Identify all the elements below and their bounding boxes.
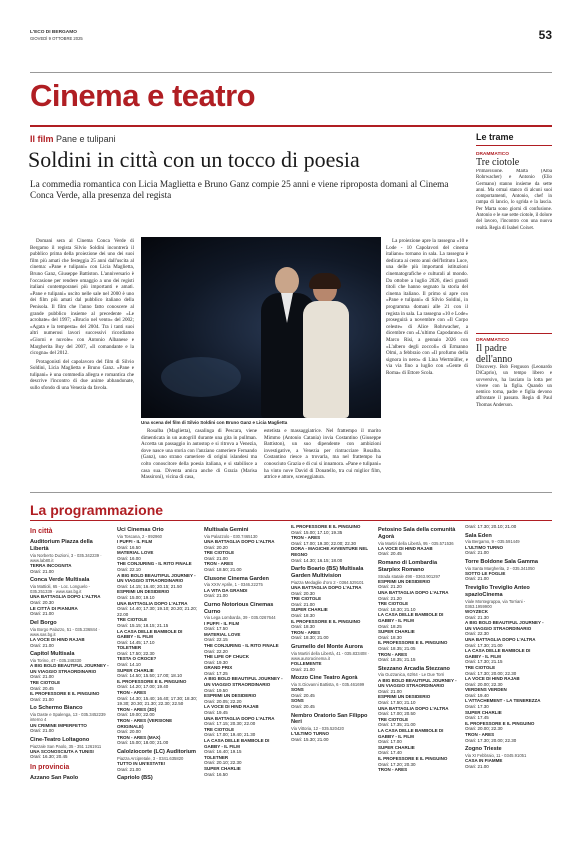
venue-address: Via XI Febbraio, 11 - 0345.91051	[465, 753, 527, 759]
section-title: Cinema e teatro	[30, 78, 256, 113]
article-column-2	[141, 428, 257, 480]
film-title: UNA BATTAGLIA DOPO L'ALTRA	[204, 539, 275, 544]
film-title: A BIG BOLD BEAUTIFUL JOURNEY - UN VIAGGIO STRAORDINARIO	[204, 676, 283, 688]
film-title: ESPRIMI UN DESIDERIO	[204, 693, 257, 699]
venue-address: Via Daste e Spalenga, 13 - 035.3452239 interno 4	[30, 712, 106, 723]
sidebar-item	[476, 338, 552, 409]
showtimes: Orari: 21.00	[378, 688, 402, 694]
showtimes: Orari: 17.00; 19.40; 21.30	[204, 732, 256, 738]
article-text: Rosalba (Maglietta), casalinga di Pescara, viene dimenticata in un autogrill durante una gita in pullman. Accetta un passaggio in autostop e si ritrova a Venezia, dove nasce una storia con l'anziano cameriere Fernando (Ganz), uno strano cameriere di origini islandesi ma colto conoscitore della poesia italiana, e si stabilisce a casa sua. Diventa amica anche di Grazia (Marisa Massironi), vicina di casa,	[141, 428, 257, 480]
film-title: TRE CIOTOLE	[117, 617, 148, 623]
showtimes: Orari: 21.00	[465, 550, 489, 556]
venue-name: Petosino Sala della comunità Agorà	[378, 527, 456, 540]
film-title: UNA BATTAGLIA DOPO L'ALTRA	[204, 715, 275, 721]
film-title: SUPER CHARLIE	[378, 629, 415, 635]
article-text: Domani sera al Cinema Conca Verde di Bergamo il regista Silvio Soldini incontrerà il pubblico prima della proiezione dei uno dei suoi film più amati che festeggia 25 anni dall'uscita al cinema: «Pane e tulipani» con Licia Maglietta, Bruno Ganz, Giuseppe Battiston. L'anniversario è l'occasione per rendere omaggio a uno dei registi italiani contemporanei più importanti e amati. «Pane e tulipani» uscito nelle sale nel 2000 è uno dei film più amati dal pubblico italiano della Penisola. Il film che l'anno fatto conoscere al grande pubblico insieme al precedente «Le acrobate» del 1997; «Brucio nel vento» del 2002; «Agata e la tempesta» del 2004. Tra i tanti suoi altri numerosi lavori successivi ricordiamo «Giorni e nuvole» con Antonio Albanese e Margherita Buy del 2007, «Il comandante e la cicogna» del 2012.	[30, 238, 134, 357]
film-title: ESPRIMI UN DESIDERIO	[378, 694, 431, 700]
city-heading: In città	[30, 528, 53, 535]
film-title: UN CRIMINE IMPERFETTO	[30, 722, 87, 728]
kicker-label: Il film	[30, 134, 54, 144]
film-title: TRE CIOTOLE	[291, 596, 322, 602]
film-title: SOTTO LE FOGLIE	[465, 570, 506, 576]
film-title: ESPRIMI UN DESIDERIO	[378, 578, 431, 584]
showtimes: Orari: 18.25	[378, 623, 402, 629]
showtimes: Orari: 17.30; 21.00	[465, 642, 503, 648]
film-title: SUPER CHARLIE	[291, 607, 328, 613]
film-title: UNA BATTAGLIA DOPO L'ALTRA	[378, 589, 449, 595]
film-title: I PUFFI - IL FILM	[117, 539, 153, 544]
showtimes: Orari: 17.20; 20.30	[378, 761, 416, 767]
film-title: SUPER CHARLIE	[117, 667, 154, 673]
venue-name: Stezzano Arcadia Stezzano	[378, 665, 450, 672]
showtimes: Orari: 18.30; 21.00	[291, 635, 329, 641]
programmazione-column	[117, 524, 198, 782]
film-title: MATERIAL LOVE	[117, 550, 154, 556]
film-title: TRE CIOTOLE	[465, 664, 496, 670]
venue-name: Zogno Trieste	[465, 746, 502, 753]
film-title: LA CASA DELLE BAMBOLE DI GABBY - IL FILM	[465, 648, 531, 659]
showtimes: Orari: 20.30	[291, 590, 315, 596]
film-title: A BIG BOLD BEAUTIFUL JOURNEY - UN VIAGGIO STRAORDINARIO	[465, 620, 544, 631]
film-title: UNA BATTAGLIA DOPO L'ALTRA	[291, 584, 362, 590]
sidebar-trame	[476, 132, 552, 480]
programmazione-grid	[30, 524, 552, 840]
showtimes: Orari: 20.00; 22.30	[465, 726, 503, 732]
showtimes: Orari: 20.20	[204, 544, 228, 550]
showtimes: Orari: 21.00	[204, 555, 228, 561]
film-title: TRON - ARES (MAX)	[117, 734, 161, 740]
subhead: La commedia romantica con Licia Maglietta e Bruno Ganz compie 25 anni e viene riproposta domani al Cinema Conca Verde, alla presenza del regista	[30, 180, 449, 202]
showtimes: Orari: 20.00	[117, 729, 141, 735]
sidebar-film-title: Tre ciotole	[476, 157, 520, 168]
showtimes: Orari: 14.15; 16.40; 20.15; 21.50	[117, 583, 183, 589]
film-title: LA VOCE DI HIND RAJAB	[30, 636, 85, 642]
film-title: UNA BATTAGLIA DOPO L'ALTRA	[117, 600, 188, 606]
showtimes: Orari: 16.50	[117, 544, 141, 550]
film-title: TOLETNER	[117, 645, 142, 651]
showtimes: Orari: 17.30	[465, 704, 489, 710]
page-number: 53	[538, 28, 552, 42]
film-title: TRON - ARES	[378, 767, 408, 773]
showtimes: Orari: 21.00	[30, 642, 54, 648]
venue-address: Via Norberto Duzioni, 3 - 035.342239 · www.lab80.it	[30, 552, 102, 563]
film-title: LA CASA DELLE BAMBOLE DI GABBY - IL FILM	[378, 612, 444, 623]
showtimes: Orari: 20.05; 22.20	[204, 698, 242, 704]
showtimes: Orari: 16.00	[117, 555, 141, 561]
venue-name: Azzano San Paolo	[30, 774, 79, 781]
programmazione-column	[291, 524, 372, 743]
venue-name: Curno Notorious Cinemas Curno	[204, 601, 274, 615]
film-title: IL PROFESSORE E IL PINGUINO	[30, 691, 100, 697]
venue-address: Via Martiri della Libertà, 41 - 035.833408 · www.auroracinema.it	[291, 650, 370, 661]
sidebar-genre: DRAMMATICO	[476, 152, 509, 157]
showtimes: Orari: 22.20	[204, 648, 228, 654]
film-title: A BIG BOLD BEAUTIFUL JOURNEY - UN VIAGGIO STRAORDINARIO	[378, 677, 457, 689]
showtimes: Orari: 21.00	[291, 601, 315, 607]
film-title: TRE CIOTOLE	[204, 550, 235, 556]
film-title: GRAND PRIX	[204, 665, 233, 671]
film-title: SUPER CHARLIE	[204, 765, 241, 771]
film-title: FOLLEMENTE	[291, 661, 322, 667]
showtimes: Orari: 17.30; 21.15	[465, 659, 503, 665]
article-text: estetista e massaggiatrice. Nel frattempo il marito Mimmo (Antonio Catania) invia Costantino (Giuseppe Battiston), un suo dipendente con ambizioni investigative, a Venezia per rintracciare Rosalba. Costantino riesce a trovarla, ma nel frattempo ha conosciuto Grazia e di cui si innamora. «Pane e tulipani» ha vinto nove David di Donatello, tra cui miglior film, attrice e attore, sceneggiatura.	[264, 428, 381, 480]
film-title: TRON - ARES	[291, 535, 321, 541]
film-title: THE CONJURING - IL RITO FINALE	[117, 561, 192, 567]
film-title: TRE CIOTOLE	[378, 716, 409, 722]
sidebar-title: Le trame	[476, 132, 552, 146]
film-title: IL PROFESSORE E IL PINGUINO	[291, 524, 361, 529]
showtimes: Orari: 17.30; 20.00; 22.30	[465, 670, 517, 676]
venue-name: Sala Eden	[465, 532, 492, 539]
film-title: LA CASA DELLE BAMBOLE DI GABBY - IL FILM	[117, 628, 183, 640]
photo-caption: Una scena del film di Silvio Soldini con Bruno Ganz e Licia Maglietta	[141, 420, 288, 425]
venue-address: Via XXIV Aprile, 1 - 0346.22275	[204, 582, 263, 588]
showtimes: Orari: 19.00; 22.00	[117, 712, 155, 718]
film-title: VERDENS VERDEN	[465, 687, 507, 693]
sidebar-film-text: Discovery. Bob Ferguson (Leonardo DiCaprio), un tempo libero e sovversivo, ha lasciato la lotta per vivere con la figlia. Quando un nemico torna, padre e figlia devono affrontare il passato. Regia di Paul Thomas Anderson.	[476, 365, 552, 408]
headline: Soldini in città con un tocco di poesia	[28, 147, 360, 172]
showtimes: Orari: 19.40	[465, 692, 489, 698]
film-title: ESPRIMI UN DESIDERIO	[117, 589, 170, 595]
film-title: TRON - ARES (VERSIONE ORIGINALE)	[117, 718, 173, 729]
film-title: MATERIAL LOVE	[204, 631, 241, 637]
showtimes: Orari: 17.50; 21.10	[378, 700, 416, 706]
showtimes: Orari: 17.00; 20.50	[378, 711, 416, 717]
programmazione-column	[30, 524, 111, 782]
film-title: THE CONJURING - IL RITO FINALE	[204, 642, 279, 648]
film-title: IL PROFESSORE E IL PINGUINO	[378, 640, 448, 646]
programmazione-title: La programmazione	[30, 502, 164, 518]
showtimes: Orari: 21.00	[291, 666, 315, 672]
showtimes: Orari: 20.45	[30, 685, 54, 691]
showtimes: Orari: 19.50	[204, 687, 228, 693]
divider	[30, 125, 552, 127]
newspaper-name: L'ECO DI BERGAMO	[30, 30, 77, 35]
film-title: TOLETNER	[204, 754, 229, 760]
venue-name: Del Borgo	[30, 619, 57, 626]
showtimes: Orari: 14.30; 16.15; 18.00	[291, 557, 343, 563]
film-title: TERRA INCOGNITA	[30, 563, 72, 568]
sidebar-film-text: Primavisione. Marta (Alba Rohrwacher) e Antonio (Elio Germano) stanno insieme da sette anni. Ma ormai stanco di alcuni suoi comportamenti, Antonio, chef in rampa di lancio, lo sgrida e la lascia. Per Marta sono giorni di confusione. Antonio e le sue sette ciotole, il dolore del lavoro, l'incontro con una nuova realtà. Regia di Isabel Coixet.	[476, 169, 552, 231]
venue-address: Via Vittoria, 12 - 035.520420	[291, 726, 344, 732]
showtimes: Orari: 18.30	[291, 612, 315, 618]
showtimes: Orari: 17.00; 19.30; 22.00; 22.30	[291, 540, 357, 546]
venue-address: Via Torino, 47 - 035.248330	[30, 657, 82, 663]
film-title: UNA BATTAGLIA DOPO L'ALTRA	[30, 594, 101, 600]
film-title: LA VOCE DI HIND RAJAB	[378, 545, 433, 551]
showtimes: Orari: 21.00	[30, 728, 54, 734]
film-title: SONS	[291, 687, 304, 693]
showtimes: Orari: 20.45	[378, 551, 402, 557]
venue-address: Via Lega Lombarda, 39 - 035.0267644	[204, 615, 276, 621]
masthead-bar	[30, 30, 552, 42]
article-column-4	[386, 238, 468, 480]
showtimes: Orari: 17.50; 22.30	[117, 650, 155, 656]
venue-name: Treviglio Treviglio Anteo spazioCinema	[465, 584, 530, 598]
showtimes: Orari: 22.15	[204, 637, 228, 643]
showtimes: Orari: 21.00	[117, 766, 141, 772]
venue-address: Strada statale 498 - 0363.901297	[378, 573, 441, 579]
film-photo	[141, 237, 381, 418]
film-title: THE LIFE OF CHUCK	[204, 654, 249, 660]
divider	[30, 492, 552, 493]
showtimes: Orari: 21.30	[465, 614, 489, 620]
showtimes: Orari: 21.00	[204, 593, 228, 599]
showtimes: Orari: 20.45	[291, 704, 315, 710]
film-title: SONS	[291, 698, 304, 704]
venue-name: Cine-Teatro Loltagono	[30, 736, 90, 743]
article-column-1	[30, 238, 134, 480]
showtimes: Orari: 14.45; 17.10	[117, 639, 155, 645]
film-title: IL PROFESSORE E IL PINGUINO	[291, 618, 361, 624]
article-column-3	[264, 428, 381, 480]
showtimes: Orari: 17.30; 20.10; 21.00	[465, 524, 517, 529]
divider	[476, 333, 552, 334]
showtimes: Orari: 18.35; 21.05	[378, 645, 416, 651]
venue-name: Torre Boldone Sala Gamma	[465, 558, 538, 565]
showtimes: Orari: 19.45	[204, 710, 228, 716]
showtimes: Orari: 17.45	[465, 715, 489, 721]
showtimes: Orari: 15.00; 18.00; 21.00	[117, 740, 169, 746]
sidebar-genre: DRAMMATICO	[476, 338, 509, 343]
showtimes: Orari: 17.50	[204, 626, 228, 632]
article-text: La proiezione apre la rassegna «10 e Lode - 10 Capolavori del cinema italiano» tornano in sala. La rassegna è dedicata ai cento anni dell'Istituto Luce, una delle più importanti istituzioni cinematografiche e culturali al mondo. Da ottobre a luglio 2026, dieci grandi titoli che hanno segnato la storia del cinema italiano. Il primo si apre con «Pane e tulipani» di Silvio Soldini, in programma domani alle 21 con il regista in sala. La rassegna «10 e Lode» proseguirà a novembre con «Il Corpo celeste» di Alice Rohrwacher, a dicembre con «L'ultimo Capodanno» di Marco Risi, a gennaio 2026 con «L'albero degli zoccoli» di Ermanno Olmi, a febbraio con «Il profumo della signora in nero» di Lina Wertmüller, e via via fino a luglio con «Gente di Roma» di Ettore Scola.	[386, 238, 468, 376]
venue-name: Grumello del Monte Aurora	[291, 643, 363, 650]
venue-name: Calolziocorte (LC) Auditorium	[117, 748, 197, 755]
film-title: TRON - ARES (3D)	[117, 706, 157, 712]
showtimes: Orari: 17.40	[378, 750, 402, 756]
showtimes: Orari: 15.00; 19.10	[117, 594, 155, 600]
venue-name: Clusone Cinema Garden	[204, 575, 269, 582]
venue-name: Lo Schermo Bianco	[30, 705, 83, 712]
figure-woman	[301, 273, 351, 418]
showtimes: Orari: 21.00	[465, 763, 489, 769]
film-title: DORA - MAGICHE AVVENTURE NEL REGNO	[291, 546, 369, 557]
film-title: LA VITA DA GRANDI	[204, 587, 248, 593]
film-title: UNA BATTAGLIA DOPO L'ALTRA	[378, 705, 449, 711]
film-title: TRE CIOTOLE	[204, 726, 235, 732]
film-title: L'ATTACHEMENT - LA TENEREZZA	[465, 698, 541, 704]
showtimes: Orari: 21.00	[30, 696, 54, 702]
showtimes: Orari: 14.20; 17.00; 19.40	[117, 684, 169, 690]
venue-name: Capitol Multisala	[30, 651, 75, 658]
venue-address: Via Bergamo, 9 - 035.591449	[465, 539, 520, 545]
venue-address: Via Palazzolo - 030.7465130	[204, 533, 258, 539]
film-title: TRON - ARES	[204, 561, 234, 567]
film-title: UNA BATTAGLIA DOPO L'ALTRA	[465, 636, 536, 642]
showtimes: Orari: 21.20	[378, 584, 402, 590]
city-heading: In provincia	[30, 763, 70, 771]
kicker	[30, 134, 116, 144]
venue-name: Auditorium Piazza della Libertà	[30, 539, 93, 552]
showtimes: Orari: 20.00; 22.30	[465, 681, 503, 687]
showtimes: Orari: 14.30; 15.40; 16.40; 17.30; 18.30; 19.30; 20.30; 21.30; 22.30; 22.50	[117, 695, 198, 707]
film-title: TUTTO IN UN'ESTATE!	[117, 760, 166, 766]
divider	[30, 520, 552, 521]
venue-name: Uci Cinemas Orio	[117, 527, 164, 533]
venue-address: Via S.Giovanni Battista, 6 - 035.461699	[291, 682, 365, 688]
venue-address: Piazza Arcipretale, 3 - 0341.635820	[117, 755, 184, 761]
showtimes: Orari: 16.40; 19.15	[204, 749, 242, 755]
film-title: LA CASA DELLE BAMBOLE DI GABBY - IL FILM	[204, 738, 270, 749]
film-title: A BIG BOLD BEAUTIFUL JOURNEY - UN VIAGGIO STRAORDINARIO	[117, 572, 196, 584]
film-title: I PUFFI - IL FILM	[204, 620, 240, 626]
film-title: IL PROFESSORE E IL PINGUINO	[117, 678, 187, 684]
film-title: TRE CIOTOLE	[30, 679, 61, 685]
venue-address: Via Toscana, 2 - 892960	[117, 533, 163, 539]
venue-address: Via Guzzanica, 62/64 - Le Due Torri	[378, 672, 445, 678]
showtimes: Orari: 22.30	[465, 631, 489, 637]
showtimes: Orari: 22.10	[117, 566, 141, 572]
venue-address: Via Borgo Palazzo, 51 - 035.236844 · www.sas.bg.it	[30, 626, 100, 637]
showtimes: Orari: 14.10	[117, 662, 141, 668]
showtimes: Orari: 18.30	[291, 624, 315, 630]
showtimes: Orari: 16.50	[204, 771, 228, 777]
film-title: LA VOCE DI HIND RAJAB	[204, 704, 259, 710]
showtimes: Orari: 15.00; 17.10; 19.35	[291, 529, 343, 535]
showtimes: Orari: 21.00	[30, 568, 54, 574]
film-title: TESTA O CROCE?	[117, 656, 157, 662]
divider	[30, 72, 552, 73]
film-title: L'ULTIMO TURNO	[291, 731, 329, 737]
film-title: WOYZECK	[465, 608, 488, 614]
venue-address: Via Santa Margherita, 2 - 035.341050	[465, 565, 535, 571]
film-title: TRON - ARES	[117, 690, 147, 696]
issue-date: GIOVEDÌ 9 OTTOBRE 2025	[30, 36, 83, 41]
showtimes: Orari: 20.10; 22.30	[204, 760, 242, 766]
showtimes: Orari: 20.30	[30, 599, 54, 605]
venue-name: Multisala Gemini	[204, 527, 249, 533]
showtimes: Orari: 18.35; 21.15	[378, 657, 416, 663]
venue-name: Darfo Boario (BS) Multisala Garden Multivision	[291, 566, 364, 579]
showtimes: Orari: 17.25	[204, 670, 228, 676]
venue-address: Piazzale San Paolo, 35 - 351 1261911	[30, 743, 102, 749]
venue-address: Via Martiri della Libertà, 95 - 035.571536	[378, 540, 454, 546]
sidebar-film-title: Il padre dell'anno	[476, 343, 513, 365]
film-title: TRON - ARES	[378, 651, 408, 657]
showtimes: Orari: 20.45	[291, 692, 315, 698]
film-title: L'ULTIMO TURNO	[465, 544, 503, 550]
programmazione-column	[204, 524, 285, 777]
programmazione-column	[378, 524, 459, 773]
showtimes: Orari: 21.20	[378, 595, 402, 601]
showtimes: Orari: 17.15; 20.30; 22.00	[204, 721, 256, 727]
programmazione-column	[465, 524, 546, 769]
showtimes: Orari: 16.30; 20.45	[30, 754, 68, 760]
showtimes: Orari: 14.50; 15.50; 17.00; 18.10	[117, 673, 183, 679]
film-title: TRON - ARES	[465, 732, 495, 738]
showtimes: Orari: 21.00	[30, 674, 54, 680]
film-title: LA VOCE DI HIND RAJAB	[465, 676, 520, 682]
article-text: Protagonisti del capolavoro del film di Silvio Soldini, Licia Maglietta e Bruno Ganz. «Pane e tulipani» è una commedia allegra e romantica che descrive l'incontro di due anime abbandonate, sullo sfondo di una Venezia da favola.	[30, 358, 134, 392]
venue-name: Conca Verde Multisala	[30, 577, 90, 584]
showtimes: Orari: 18.30; 21.10	[378, 606, 416, 612]
showtimes: Orari: 14.40; 17.30; 19.10; 20.20; 21.20; 22.00	[117, 606, 198, 617]
showtimes: Orari: 15.15; 18.15; 21.15	[117, 622, 169, 628]
film-title: IL PROFESSORE E IL PINGUINO	[465, 720, 535, 726]
venue-name: Mozzo Cine Teatro Agorà	[291, 675, 358, 682]
kicker-topic: Pane e tulipani	[56, 134, 116, 144]
film-title: CASA IN FIAMME	[465, 758, 503, 764]
sidebar-item	[476, 152, 552, 329]
venue-name: Nembro Oratorio San Filippo Neri	[291, 712, 368, 726]
film-title: TRON - ARES	[291, 629, 321, 635]
venue-name: Capriolo (BS)	[117, 775, 153, 782]
film-title: SUPER CHARLIE	[465, 709, 502, 715]
showtimes: Orari: 18.50; 21.00	[204, 566, 242, 572]
showtimes: Orari: 18.30	[378, 634, 402, 640]
venue-address: Via Mattioli, 65 - Loc. Longuelo - 035.251339 · www.sas.bg.it	[30, 583, 90, 595]
showtimes: Orari: 17.35; 21.00	[378, 722, 416, 728]
film-title: UNA SCONOSCIUTA A TUNISI	[30, 748, 94, 754]
showtimes: Orari: 17.30; 20.00; 22.30	[465, 737, 517, 743]
film-title: A BIG BOLD BEAUTIFUL JOURNEY - UN VIAGGIO STRAORDINARIO	[30, 663, 109, 674]
film-title: LA CASA DELLE BAMBOLE DI GABBY - IL FILM	[378, 728, 444, 739]
venue-address: Piazza Medaglie d'oro 2 - 0364.529101	[291, 579, 364, 585]
venue-name: Romano di Lombardia Starplex Romano	[378, 559, 438, 573]
showtimes: Orari: 21.00	[465, 576, 489, 582]
showtimes: Orari: 15.30; 21.00	[291, 737, 329, 743]
film-title: LE CITTÀ DI PIANURA	[30, 605, 78, 611]
showtimes: Orari: 19.30	[204, 659, 228, 665]
film-title: TRE CIOTOLE	[378, 601, 409, 607]
showtimes: Orari: 21.00	[30, 611, 54, 617]
showtimes: Orari: 17.00	[378, 739, 402, 745]
film-title: IL PROFESSORE E IL PINGUINO	[378, 756, 448, 761]
film-title: SUPER CHARLIE	[378, 744, 415, 750]
venue-address: Viale Montegrappa, via Torriani - 0363.1959900	[465, 598, 526, 609]
